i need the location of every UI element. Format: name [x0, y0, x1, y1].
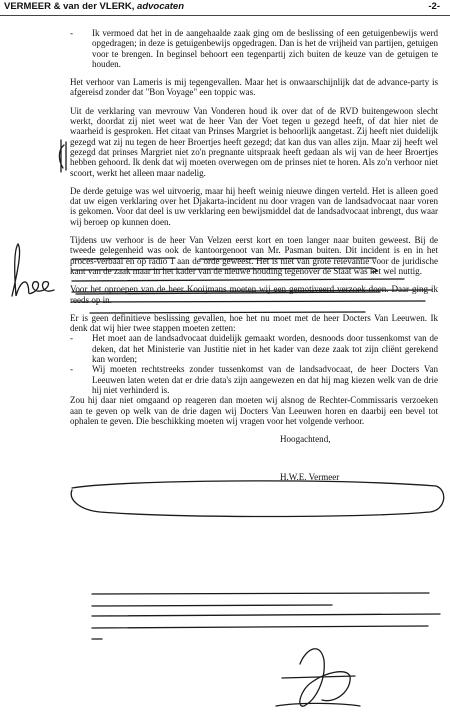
- paragraph-1: - Ik vermoed dat het in de aangehaalde zaak ging om de beslissing of een getuigenbewijs werd opgedragen; in deze is getuigenbewijs opgedragen. Dan is het de vrijheid van partijen, getuigen voor te brengen. In beginsel behoort een tegenpartij zich buiten de keuze van de getuigen te houden.: [70, 28, 438, 69]
- paragraph-4: De derde getuige was wel uitvoerig, maar hij heeft weinig nieuwe dingen verteld. Het is alleen goed dat uw eigen verklaring over het Djakarta-incident nu door vragen van de landsadvocaat naar voren is gekomen. Voor dat deel is uw verklaring een bewijsmiddel dat de landsadvocaat inbrengt, dus waar wij beroep op kunnen doen.: [70, 185, 438, 227]
- paragraph-6: Voor het oproepen van de heer Kooijmans moeten wij een gemotiveerd verzoek doen. Daar ging ik reeds op in.: [70, 284, 438, 305]
- underline-mark: [92, 614, 440, 616]
- underline-mark: [92, 626, 428, 628]
- circled-paragraph-mark: [71, 481, 443, 517]
- letter-body: [70, 28, 438, 483]
- bullet-item-1: - Het moet aan de landsadvocaat duidelijk gemaakt worden, desnoods door tussenkomst van de deken, dat het Ministerie van Justitie niet in het kader van deze zaak tot zijn cliënt gerekend kan worden;: [70, 333, 438, 365]
- paragraph-2: Het verhoor van Lameris is mij tegengevallen. Maar het is onwaarschijnlijk dat de advance-party is afgereisd zonder dat "Bon Voyage" een toppic was.: [70, 77, 438, 98]
- header-rule: [0, 15, 450, 16]
- page-number: -2-: [428, 1, 440, 12]
- bullet-dash: -: [70, 28, 74, 38]
- signature-scribble: [276, 649, 360, 706]
- bullet-dash: -: [70, 333, 74, 344]
- signatory-name: H.W.E. Vermeer: [280, 472, 340, 483]
- margin-note-drawing: [12, 244, 54, 296]
- page-header: [4, 1, 444, 14]
- closing: Hoogachtend,: [280, 434, 331, 445]
- paragraph-8: Zou hij daar niet omgaand op reageren dan moeten wij alsnog de Rechter-Commissaris verzoeken aan te geven op welk van de drie dagen wij Docters Van Leeuwen horen en daarbij een bevel tot ophalen te geven. Die beschikking moeten wij vragen voor het volgende verhoor.: [70, 395, 438, 426]
- margin-bracket-mark: [59, 140, 66, 172]
- bullet-dash: -: [70, 364, 74, 375]
- underline-mark: [282, 676, 355, 678]
- underline-mark: [92, 593, 429, 594]
- firm-name: VERMEER & van der VLERK, advocaten: [4, 1, 185, 12]
- bullet-item-2: - Wij moeten rechtstreeks zonder tussenkomst van de landsadvocaat, de heer Docters Van Leeuwen laten weten dat er drie data's zijn aangewezen en dat hij mag kiezen welk van de drie hij niet verhinderd is.: [70, 364, 438, 395]
- underline-mark: [92, 605, 332, 606]
- paragraph-3: Uit de verklaring van mevrouw Van Vonderen houd ik over dat of de RVD buitengewoon slecht werkt, doordat zij niet weet wat de heer Van der Voet tegen u gezegd heeft, of dat hier niet de waarheid is gesproken. Het citaat van Prinses Margriet is behoorlijk aangetast. Zij heeft niet duidelijk gezegd wat zij nu tegen de heer Broertjes heeft gezegd; dat kan dus van alles zijn. Maar zij heeft wel gezegd dat prinses Margriet niet zo'n pregnante uitspraak heeft gedaan als wij van de heer Broertjes hebben gehoord. Ik denk dat wij moeten overwegen om de prinses niet te horen. Als zo'n verhoor niet scoort, werkt het alleen maar nadelig.: [70, 105, 438, 178]
- paragraph-7: Er is geen definitieve beslissing gevallen, hoe het nu moet met de heer Docters Van Leeuwen. Ik denk dat wij hier twee stappen moeten zetten:: [70, 312, 438, 334]
- paragraph-5: Tijdens uw verhoor is de heer Van Velzen eerst kort en toen langer naar buiten geweest. Bij de tweede gelegenheid was ook de kantoorgenoot van Mr. Pasman buiten. Dit incident is en in het proces-verbaal en op radio 1 aan de orde geweest. Het is niet van grote relevantie voor de juridische kant van de zaak maar in het kader van de nieuwe houding tegenover de Staat was het wel nuttig.: [70, 235, 438, 276]
- signature-block: [280, 434, 438, 483]
